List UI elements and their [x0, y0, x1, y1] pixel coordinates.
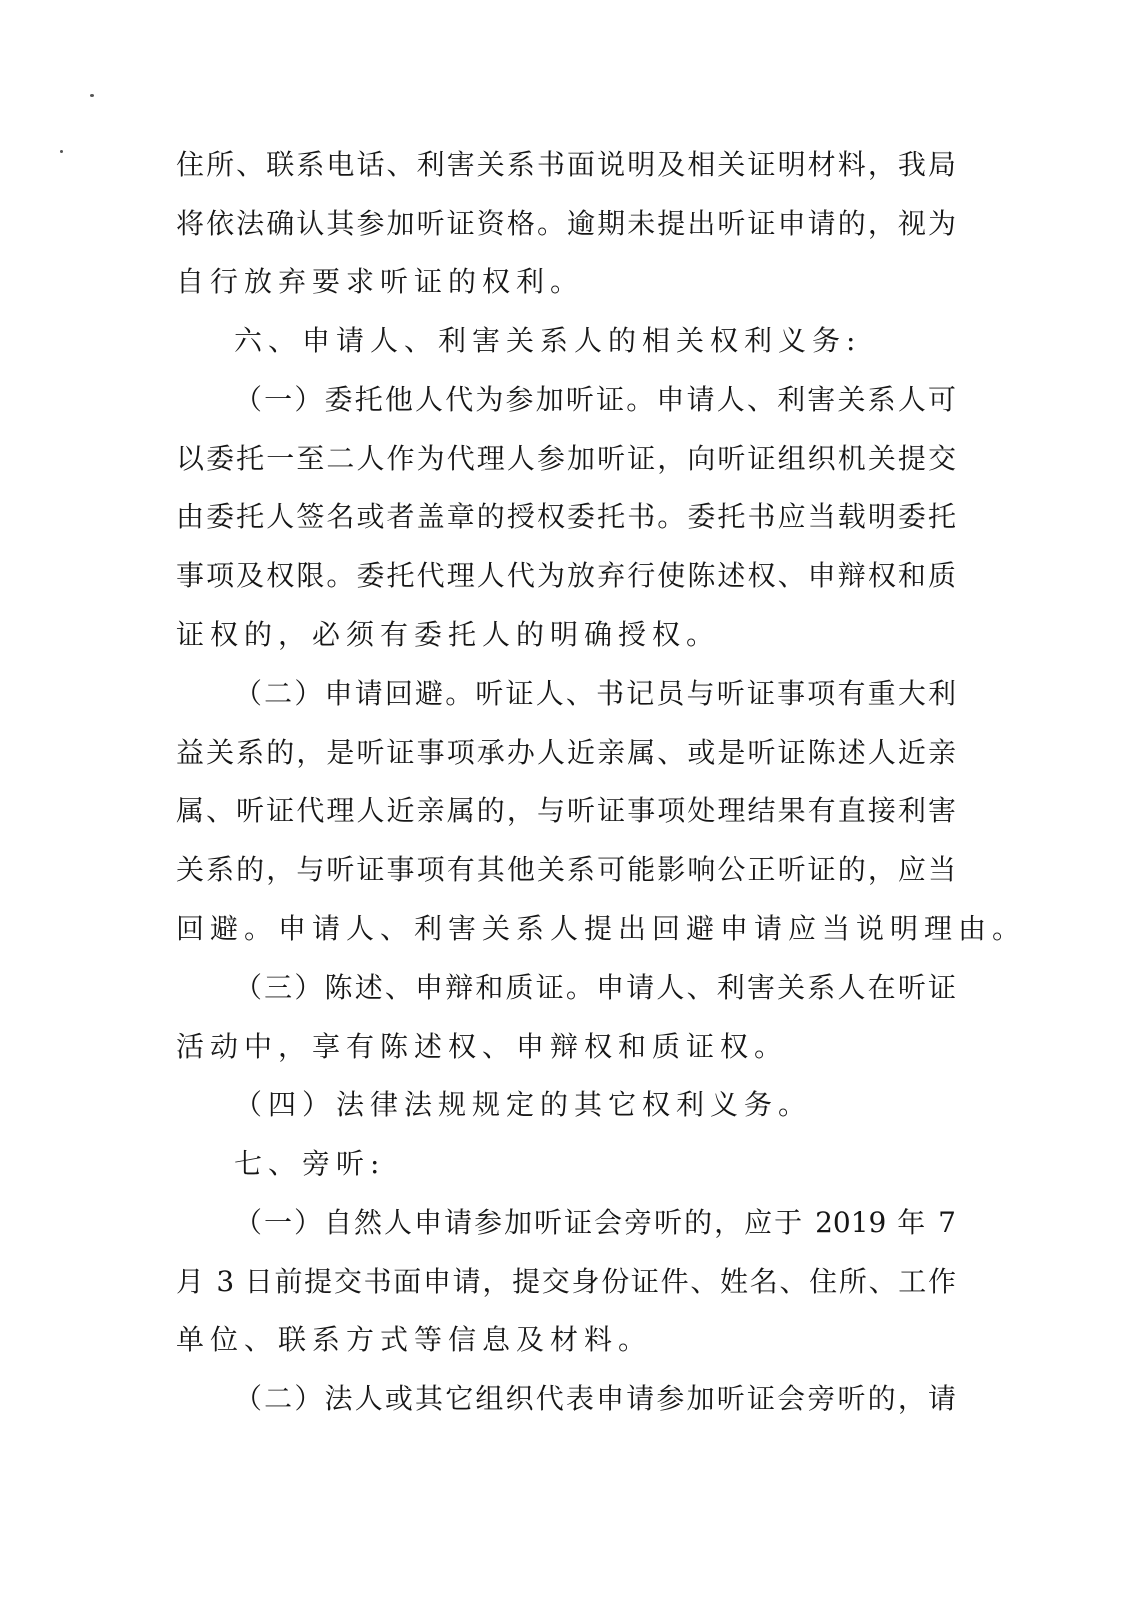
text-line: 回避。申请人、利害关系人提出回避申请应当说明理由。: [176, 912, 1027, 945]
scan-speck: [60, 150, 63, 153]
text-line: 以委托一至二人作为代理人参加听证，向听证组织机关提交: [176, 442, 956, 475]
text-line: 由委托人签名或者盖章的授权委托书。委托书应当载明委托: [176, 500, 956, 533]
text-line: 自行放弃要求听证的权利。: [176, 265, 585, 298]
section-heading: 七、旁听:: [234, 1147, 386, 1180]
scan-speck: [90, 94, 94, 97]
section-heading: 六、申请人、利害关系人的相关权利义务:: [234, 324, 862, 357]
text-line: 属、听证代理人近亲属的，与听证事项处理结果有直接利害: [176, 794, 956, 827]
text-line: 益关系的，是听证事项承办人近亲属、或是听证陈述人近亲: [176, 736, 956, 769]
text-line: 月 3 日前提交书面申请，提交身份证件、姓名、住所、工作: [176, 1265, 956, 1298]
paragraph-start: （三）陈述、申辩和质证。申请人、利害关系人在听证: [234, 971, 956, 1004]
text-line: 单位、联系方式等信息及材料。: [176, 1323, 653, 1356]
text-line: 关系的，与听证事项有其他关系可能影响公正听证的，应当: [176, 853, 956, 886]
text-line: 活动中，享有陈述权、申辩权和质证权。: [176, 1030, 789, 1063]
text-line: 住所、联系电话、利害关系书面说明及相关证明材料，我局: [176, 148, 956, 181]
text-line: 事项及权限。委托代理人代为放弃行使陈述权、申辩权和质: [176, 559, 956, 592]
text-line: 证权的，必须有委托人的明确授权。: [176, 618, 721, 651]
paragraph-start: （一）自然人申请参加听证会旁听的，应于 2019 年 7: [234, 1206, 956, 1239]
paragraph-start: （二）申请回避。听证人、书记员与听证事项有重大利: [234, 677, 956, 710]
text-line: 将依法确认其参加听证资格。逾期未提出听证申请的，视为: [176, 207, 956, 240]
paragraph-start: （二）法人或其它组织代表申请参加听证会旁听的，请: [234, 1382, 956, 1415]
paragraph-start: （一）委托他人代为参加听证。申请人、利害关系人可: [234, 383, 956, 416]
paragraph-start: （四）法律法规规定的其它权利义务。: [234, 1088, 813, 1121]
